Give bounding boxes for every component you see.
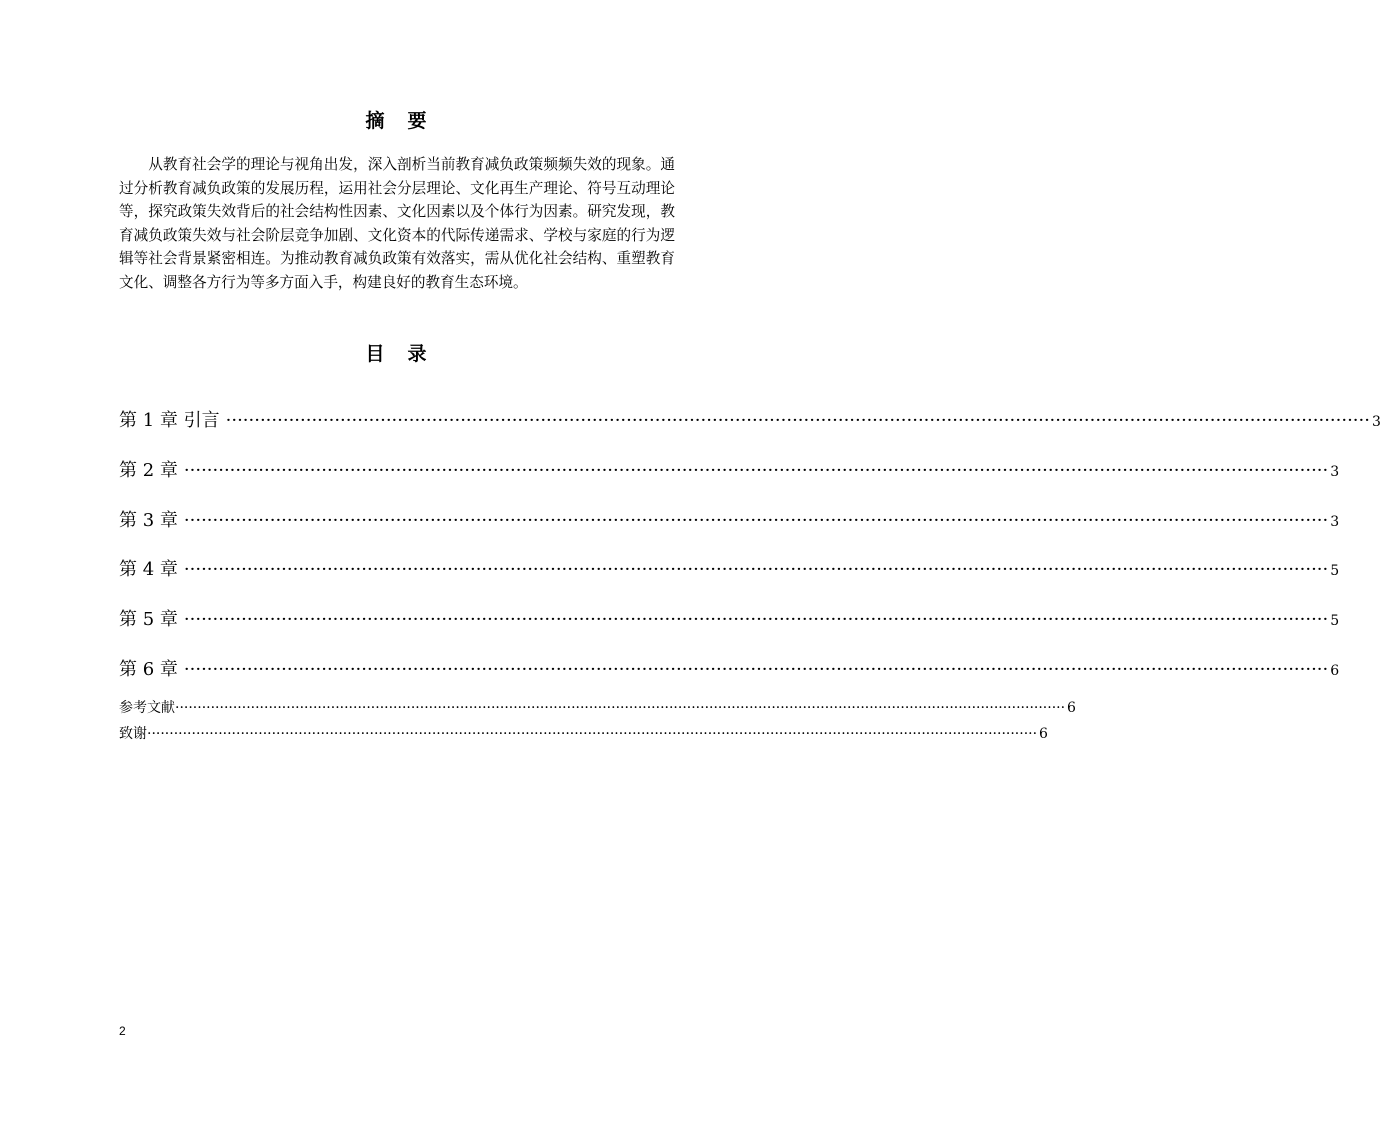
toc-entry-chapter-1[interactable] [119, 406, 1381, 432]
toc-entry-label: 第 1 章 引言 [119, 410, 220, 431]
toc-entry-label: 第 4 章 [119, 559, 178, 580]
toc-leader-dots: ········································································································································································································ [183, 510, 1329, 531]
toc-entry-label: 第 2 章 [119, 460, 178, 481]
toc-entry-chapter-2[interactable] [119, 456, 1340, 482]
toc-entry-label: 致谢 [119, 726, 147, 742]
toc-leader-dots: ········································································································································································································ [147, 726, 1038, 742]
toc-leader-dots: ········································································································································································································ [183, 460, 1329, 481]
toc-entry-page: 5 [1330, 613, 1340, 629]
toc-entry-page: 3 [1330, 514, 1340, 530]
abstract-body: 从教育社会学的理论与视角出发，深入剖析当前教育减负政策频频失效的现象。通过分析教育减负政策的发展历程，运用社会分层理论、文化再生产理论、符号互动理论等，探究政策失效背后的社会结构性因素、文化因素以及个体行为因素。研究发现，教育减负政策失效与社会阶层竞争加剧、文化资本的代际传递需求、学校与家庭的行为逻辑等社会背景紧密相连。为推动教育减负政策有效落实，需从优化社会结构、重塑教育文化、调整各方行为等多方面入手，构建良好的教育生态环境。 [119, 156, 675, 291]
abstract-title [0, 106, 793, 133]
toc-leader-dots: ········································································································································································································ [183, 659, 1329, 680]
toc-entry-page: 3 [1371, 414, 1381, 430]
toc-entry-page: 5 [1330, 563, 1340, 579]
page-number: 2 [119, 1024, 126, 1038]
toc-entry-page: 6 [1039, 726, 1048, 742]
abstract-title-char-2: 要 [407, 110, 428, 132]
toc-entry-chapter-4[interactable] [119, 555, 1340, 581]
toc-entry-references[interactable] [119, 697, 1076, 717]
toc-entry-label: 第 6 章 [119, 659, 178, 680]
toc-title-char-2: 录 [407, 343, 428, 365]
abstract-title-char-1: 摘 [365, 110, 386, 132]
toc-leader-dots: ········································································································································································································ [183, 559, 1329, 580]
toc-leader-dots: ········································································································································································································ [183, 609, 1329, 630]
toc-entry-page: 3 [1330, 464, 1340, 480]
toc-title-char-1: 目 [365, 343, 386, 365]
toc-entry-chapter-5[interactable] [119, 605, 1340, 631]
toc-entry-chapter-3[interactable] [119, 506, 1340, 532]
toc-entry-label: 第 3 章 [119, 510, 178, 531]
toc-entry-page: 6 [1330, 663, 1340, 679]
toc-title [0, 339, 793, 366]
toc-entry-page: 6 [1067, 700, 1076, 716]
toc-entry-chapter-6[interactable] [119, 655, 1340, 681]
toc-leader-dots: ········································································································································································································ [225, 410, 1370, 431]
toc-entry-label: 参考文献 [119, 700, 175, 716]
toc-entry-acknowledgements[interactable] [119, 723, 1048, 743]
toc-leader-dots: ········································································································································································································ [175, 700, 1066, 716]
toc-entry-label: 第 5 章 [119, 609, 178, 630]
